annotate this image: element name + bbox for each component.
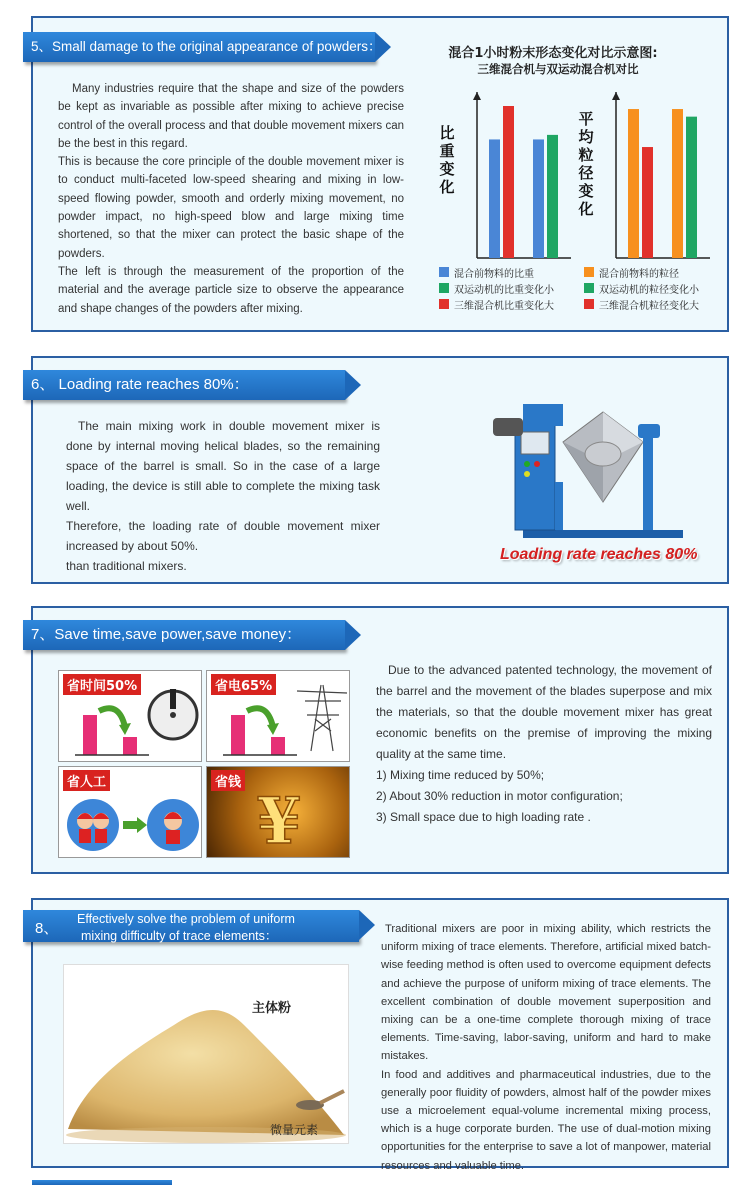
- save-money-label: 省钱: [211, 770, 245, 791]
- paragraph: Due to the advanced patented technology, the movement of the barrel and the movement of the blades superpose and mix the materials, so that the double movement mixer has great economic benefits on the premise of improving the mixing quality at the same time.: [376, 663, 712, 761]
- save-labor-label: 省人工: [63, 770, 110, 791]
- next-section-banner: [32, 1180, 172, 1185]
- chart-subtitle: 三维混合机与双运动混合机对比: [477, 62, 639, 76]
- legend-swatch: [584, 299, 594, 309]
- section-5-panel: [31, 16, 729, 332]
- section-7-text: [376, 660, 712, 828]
- chart-bar: [642, 147, 653, 258]
- loading-rate-caption: Loading rate reaches 80%: [500, 546, 698, 563]
- right-chart: [592, 86, 712, 266]
- legend-item: 三维混合机粒径变化大: [584, 296, 699, 312]
- main-powder-label: 主体粉: [252, 1001, 292, 1016]
- paragraph: In food and additives and pharmaceutical industries, due to the generally poor fluidity of powders, almost half of the powder mixes use a microelement equal-volume incremental mixing process, which is a huge corporate burden. The use of dual-motion mixing opportunities for the enterprise to save a lot of manpower, material resources and valuable time.: [381, 1068, 711, 1172]
- section-7-heading: 7、Save time,save power,save money：: [23, 620, 345, 650]
- legend-swatch: [439, 267, 449, 277]
- save-money-tile: [206, 766, 350, 858]
- section-6-heading: 6、 Loading rate reaches 80%：: [23, 370, 345, 400]
- section-5-text: [58, 80, 404, 318]
- section-8-heading-line2: mixing difficulty of trace elements：: [81, 929, 278, 943]
- section-6-text: [66, 416, 380, 576]
- power-tower-icon: [207, 671, 350, 762]
- legend-item: 双运动机的比重变化小: [439, 280, 554, 296]
- save-power-label: 省电65%: [211, 674, 276, 695]
- chart-title: 混合1小时粉末形态变化对比示意图:: [448, 46, 658, 61]
- legend-item: 三维混合机比重变化大: [439, 296, 554, 312]
- powder-image: [63, 964, 349, 1144]
- section-6-panel: [31, 356, 729, 584]
- y-axis-arrow: [473, 92, 481, 100]
- trace-element-label: 微量元素: [270, 1123, 319, 1137]
- section-8-text: [381, 920, 711, 1175]
- paragraph: The left is through the measurement of the proportion of the material and the average particle size to observe the appearance and shape changes of the powders after mixing.: [58, 265, 404, 315]
- yuan-symbol-icon: [207, 767, 350, 858]
- svg-text:¥: ¥: [256, 784, 302, 859]
- legend-item: 双运动机的粒径变化小: [584, 280, 699, 296]
- save-power-tile: [206, 670, 350, 762]
- section-8-panel: [31, 898, 729, 1172]
- double-movement-mixer-image: [493, 392, 693, 542]
- paragraph: than traditional mixers.: [66, 559, 187, 573]
- legend-item: 混合前物料的粒径: [584, 264, 699, 280]
- right-chart-ylabel: 平均粒径变化: [578, 110, 594, 218]
- left-chart: [453, 86, 573, 266]
- save-time-label: 省时间50%: [63, 674, 141, 695]
- right-legend: [584, 264, 699, 312]
- save-time-tile: [58, 670, 202, 762]
- y-axis-arrow: [612, 92, 620, 100]
- list-item: 3) Small space due to high loading rate .: [376, 810, 591, 824]
- section-8-number: 8、: [35, 920, 59, 937]
- section-5-heading: 5、Small damage to the original appearance of powders：: [23, 32, 375, 62]
- legend-swatch: [439, 283, 449, 293]
- chart-bar: [533, 139, 544, 258]
- section-8-heading-line1: Effectively solve the problem of uniform: [77, 912, 295, 926]
- bar-decrease-icon: [59, 671, 202, 762]
- section-8-heading: [23, 910, 359, 942]
- legend-swatch: [439, 299, 449, 309]
- left-legend: [439, 264, 554, 312]
- powder-pile-illustration: [64, 965, 350, 1145]
- left-chart-ylabel: 比重变化: [439, 124, 455, 196]
- chart-bar: [547, 135, 558, 258]
- list-item: 1) Mixing time reduced by 50%;: [376, 768, 545, 782]
- legend-swatch: [584, 267, 594, 277]
- paragraph: This is because the core principle of the double movement mixer is to conduct multi-faceted low-speed shearing and mixing in low-speed flowing powder, smooth and orderly mixing movement, no powder impact, no high-speed blow and large mixing time shortened, so that the mixer can protect the basic shape of the powders.: [58, 156, 404, 260]
- chart-bar: [686, 117, 697, 258]
- chart-bar: [503, 106, 514, 258]
- paragraph: Many industries require that the shape and size of the powders be kept as invariable as possible after mixing to achieve precise control of the overall process and that double movement mixers can be the best in this regard.: [58, 83, 404, 150]
- chart-bar: [672, 109, 683, 258]
- legend-item: 混合前物料的比重: [439, 264, 554, 280]
- chart-bar: [628, 109, 639, 258]
- legend-swatch: [584, 283, 594, 293]
- paragraph: The main mixing work in double movement mixer is done by internal moving helical blades, so the remaining space of the barrel is small. So in the case of a large loading, the device is still able to complete the mixing task well.: [66, 419, 380, 513]
- workers-icon: [59, 767, 202, 858]
- paragraph: Traditional mixers are poor in mixing ability, which restricts the uniform mixing of trace elements. Therefore, artificial mixed batch-wise feeding method is often used to overcome equipment defects and achieve the purpose of uniform mixing of trace elements. The excellent combination of double movement superposition and mixing can be a one-time complete thorough mixing of trace elements. Time-saving, labor-saving, uniform and hard to make mistakes.: [381, 923, 711, 1063]
- save-labor-tile: [58, 766, 202, 858]
- section-7-panel: [31, 606, 729, 874]
- chart-bar: [489, 139, 500, 258]
- list-item: 2) About 30% reduction in motor configuration;: [376, 789, 623, 803]
- paragraph: Therefore, the loading rate of double movement mixer increased by about 50%.: [66, 519, 380, 553]
